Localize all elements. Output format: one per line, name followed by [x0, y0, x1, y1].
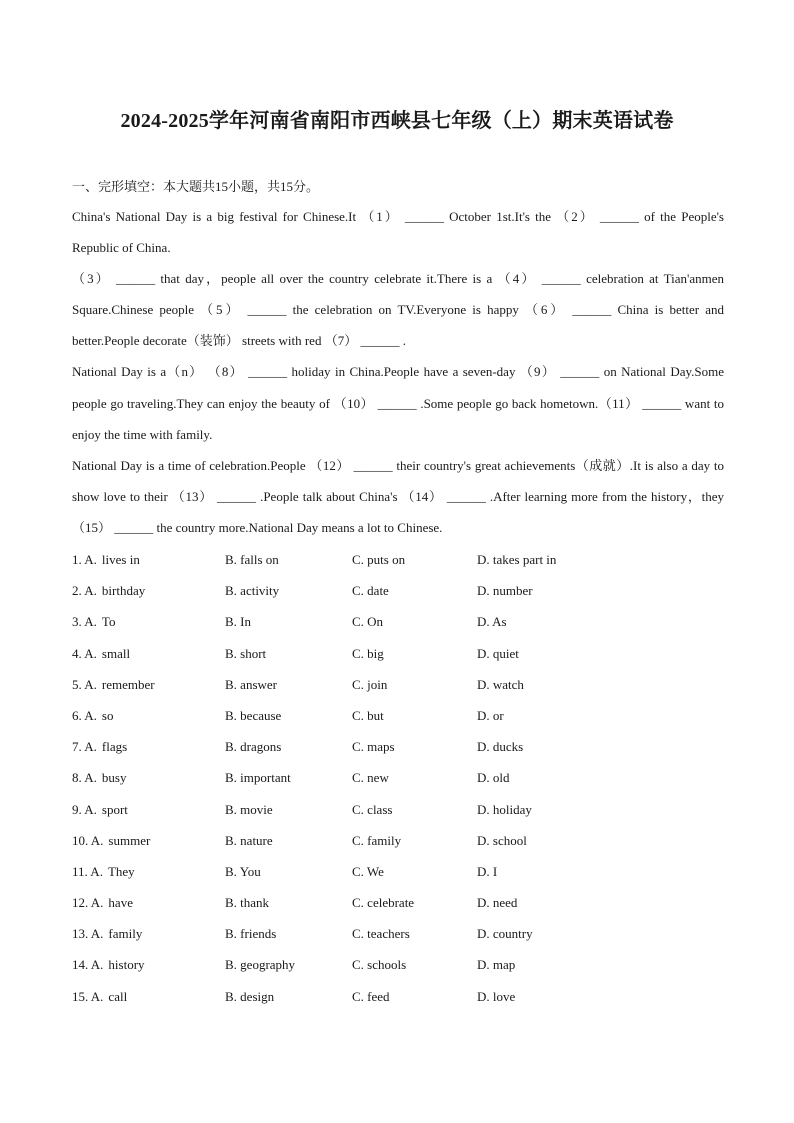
passage-paragraph: China's National Day is a big festival for Chinese.It （1） ______ October 1st.It's the （2） ______ of the People's Republic of China.: [72, 209, 724, 256]
cloze-passage: [72, 201, 724, 543]
option-a-text: have: [108, 895, 133, 911]
option-b: B. In: [225, 614, 251, 630]
option-a-text: flags: [101, 739, 128, 755]
option-a: [72, 544, 140, 575]
option-a-text: sport: [101, 801, 128, 817]
option-a-text: To: [101, 614, 116, 630]
question-number: 7. A.: [72, 739, 97, 755]
option-c: C. join: [352, 676, 388, 692]
option-a-text: small: [101, 645, 131, 661]
passage-paragraph: （3） ______ that day，people all over the country celebrate it.There is a （4） ______ celebration at Tian'anmen Square.Chinese people （5） ______ the celebration on TV.Everyone is happy （6） ______ China is better and better.People decorate（装饰） streets with red （7） ______ .: [72, 271, 724, 349]
option-b: B. falls on: [225, 552, 279, 567]
option-b: B. short: [225, 645, 267, 661]
option-d: D. need: [477, 895, 518, 911]
option-c: C. date: [352, 583, 389, 599]
option-d: D. watch: [477, 676, 524, 692]
option-c: C. maps: [352, 739, 395, 755]
option-c: C. big: [352, 645, 384, 661]
question-number: 6. A.: [72, 707, 97, 723]
question-row: [72, 731, 724, 762]
option-d: D. map: [477, 957, 516, 973]
option-d: D. As: [477, 614, 507, 630]
question-row: [72, 856, 724, 887]
option-b: B. thank: [225, 895, 270, 911]
question-row: [72, 638, 724, 669]
question-number: 10. A.: [72, 832, 104, 848]
option-b: B. answer: [225, 676, 277, 692]
question-row: [72, 700, 724, 731]
option-a-text: so: [101, 707, 114, 723]
option-d: D. or: [477, 707, 504, 723]
question-row: [72, 575, 724, 606]
question-number: 4. A.: [72, 645, 97, 661]
option-b: B. friends: [225, 926, 277, 942]
option-c: C. puts on: [352, 552, 406, 567]
option-a-text: call: [108, 988, 128, 1004]
option-a: [72, 949, 145, 980]
option-a-text: birthday: [101, 583, 146, 599]
question-row: [72, 794, 724, 825]
question-row: [72, 606, 724, 637]
question-row: [72, 544, 724, 575]
option-c: C. schools: [352, 957, 407, 973]
option-c: C. family: [352, 832, 402, 848]
question-number: 8. A.: [72, 770, 97, 786]
option-a: [72, 669, 155, 700]
option-b: B. You: [225, 863, 261, 879]
option-a: [72, 981, 127, 1012]
question-number: 15. A.: [72, 988, 104, 1004]
question-row: [72, 669, 724, 700]
option-a-text: lives in: [101, 552, 140, 567]
option-a: [72, 762, 126, 793]
passage-paragraph: National Day is a time of celebration.People （12） ______ their country's great achievements（成就）.It is also a day to show love to their （13） ______ .People talk about China's （14） ______ .After learning more from the history，they （15） ______ the country more.National Day means a lot to Chinese.: [72, 457, 724, 535]
option-a: [72, 794, 128, 825]
question-row: [72, 887, 724, 918]
option-b: B. important: [225, 770, 291, 786]
question-number: 11. A.: [72, 863, 103, 879]
section-heading: 一、完形填空：本大题共15小题，共15分。: [72, 179, 320, 194]
option-b: B. design: [225, 988, 275, 1004]
option-a: [72, 700, 113, 731]
option-d: D. country: [477, 926, 533, 942]
option-c: C. but: [352, 707, 384, 723]
option-d: D. love: [477, 988, 516, 1004]
option-b: B. geography: [225, 957, 296, 973]
option-a-text: remember: [101, 676, 155, 692]
question-row: [72, 949, 724, 980]
option-b: B. nature: [225, 832, 273, 848]
option-c: C. teachers: [352, 926, 410, 942]
option-d: D. number: [477, 583, 533, 599]
option-d: D. takes part in: [477, 552, 557, 567]
option-a-text: summer: [108, 832, 151, 848]
option-a: [72, 856, 135, 887]
option-c: C. feed: [352, 988, 390, 1004]
question-row: [72, 825, 724, 856]
question-number: 9. A.: [72, 801, 97, 817]
question-row: [72, 981, 724, 1012]
option-a-text: busy: [101, 770, 127, 786]
option-a-text: They: [107, 863, 135, 879]
option-b: B. dragons: [225, 739, 282, 755]
option-d: D. old: [477, 770, 510, 786]
question-number: 13. A.: [72, 926, 104, 942]
question-number: 3. A.: [72, 614, 97, 630]
option-d: D. holiday: [477, 801, 532, 817]
option-a-text: history: [108, 957, 145, 973]
option-c: C. new: [352, 770, 389, 786]
option-a: [72, 638, 130, 669]
option-c: C. We: [352, 863, 384, 879]
option-c: C. celebrate: [352, 895, 415, 911]
option-c: C. On: [352, 614, 384, 630]
option-a: [72, 825, 150, 856]
option-d: D. school: [477, 832, 527, 848]
option-a: [72, 731, 127, 762]
passage-paragraph: National Day is a（n） （8） ______ holiday in China.People have a seven-day （9） ______ on National Day.Some people go traveling.They can enjoy the beauty of （10） ______ .Some people go back hometown.（11） ______ want to enjoy the time with family.: [72, 364, 724, 442]
question-number: 2. A.: [72, 583, 97, 599]
option-c: C. class: [352, 801, 393, 817]
option-b: B. because: [225, 707, 282, 723]
question-number: 12. A.: [72, 895, 104, 911]
option-b: B. activity: [225, 583, 280, 599]
option-d: D. quiet: [477, 645, 519, 661]
answer-options: [72, 544, 724, 1012]
option-a: [72, 606, 115, 637]
option-b: B. movie: [225, 801, 273, 817]
exam-title: 2024-2025学年河南省南阳市西峡县七年级（上）期末英语试卷: [120, 110, 674, 132]
question-row: [72, 918, 724, 949]
question-number: 1. A.: [72, 552, 97, 567]
question-number: 14. A.: [72, 957, 104, 973]
option-d: D. ducks: [477, 739, 524, 755]
option-d: D. I: [477, 863, 498, 879]
question-row: [72, 762, 724, 793]
option-a: [72, 575, 145, 606]
question-number: 5. A.: [72, 676, 97, 692]
option-a-text: family: [108, 926, 143, 942]
option-a: [72, 887, 133, 918]
option-a: [72, 918, 142, 949]
